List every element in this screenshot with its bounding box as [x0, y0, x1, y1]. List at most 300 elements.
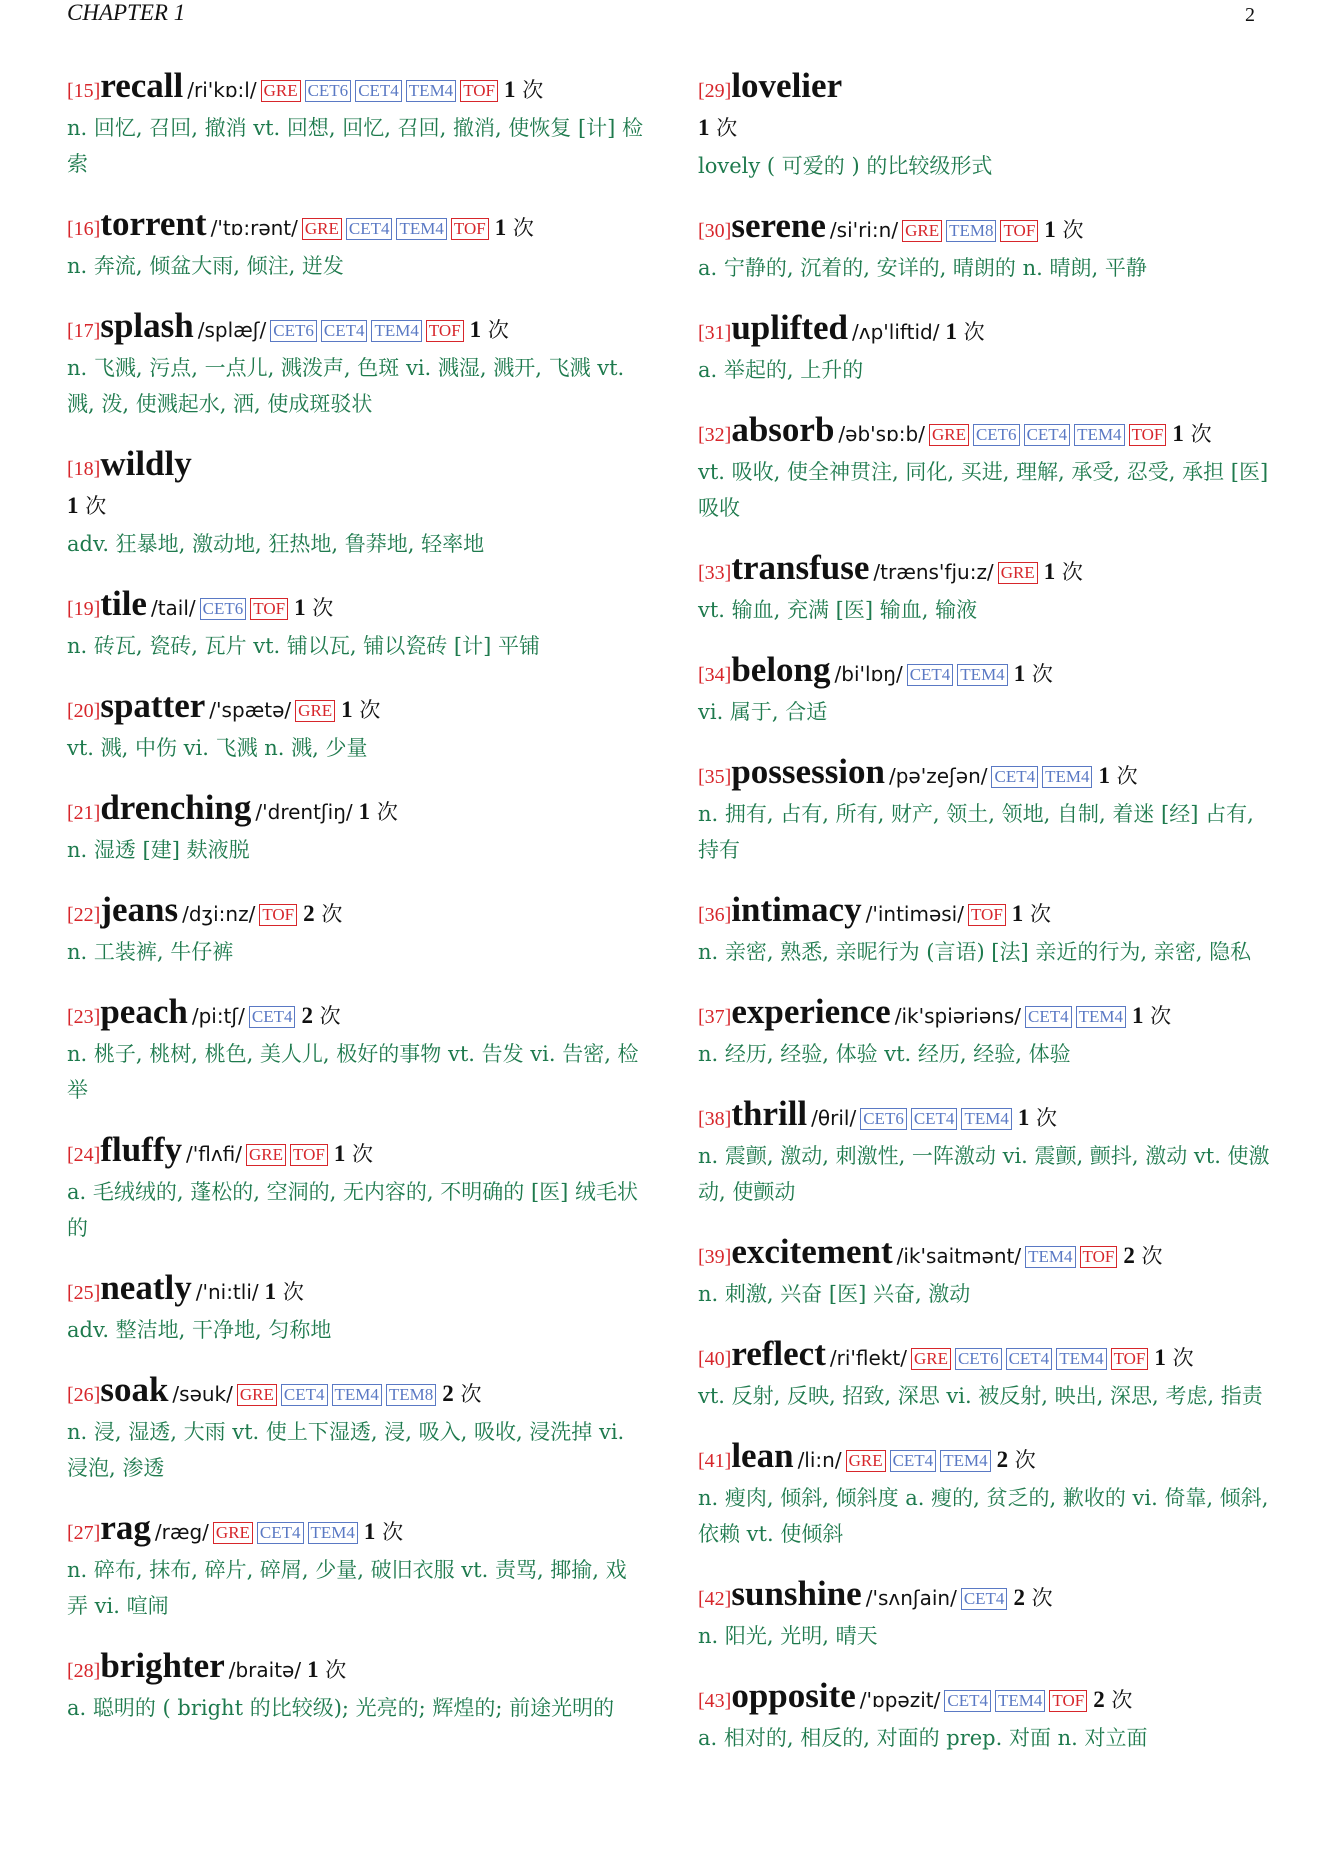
count-number: 1	[945, 319, 957, 344]
vocab-entry	[67, 1270, 647, 1348]
entry-number: [22]	[67, 904, 101, 926]
vocab-entry	[67, 308, 647, 422]
headword: belong	[731, 650, 831, 689]
entry-headline	[698, 652, 1278, 694]
entry-headline	[67, 688, 647, 730]
count-suffix: 次	[325, 1658, 347, 1682]
vocab-entry	[67, 1132, 647, 1246]
definition: n. 桃子, 桃树, 桃色, 美人儿, 极好的事物 vt. 告发 vi. 告密, 检举	[67, 1042, 639, 1102]
entry-number: [19]	[67, 598, 101, 620]
count-number: 1	[698, 115, 710, 140]
exam-tag: TEM4	[1042, 766, 1092, 788]
entry-headline	[698, 1576, 1278, 1618]
exam-tag: TEM4	[406, 80, 456, 102]
exam-tag: CET4	[890, 1450, 937, 1472]
definition: n. 阳光, 光明, 晴天	[698, 1624, 878, 1648]
entry-headline	[67, 994, 647, 1036]
definition: vt. 溅, 中伤 vi. 飞溅 n. 溅, 少量	[67, 736, 368, 760]
entry-headline	[698, 1096, 1278, 1138]
definition: a. 毛绒绒的, 蓬松的, 空洞的, 无内容的, 不明确的 [医] 绒毛状的	[67, 1180, 639, 1240]
definition: n. 碎布, 抹布, 碎片, 碎屑, 少量, 破旧衣服 vt. 责骂, 揶揄, 戏弄 vi. 喧闹	[67, 1558, 627, 1618]
count-number: 1	[1011, 901, 1024, 926]
count-number: 1	[469, 317, 482, 342]
vocab-entry	[67, 1510, 647, 1624]
exam-tag: TEM4	[961, 1108, 1011, 1130]
definition: n. 经历, 经验, 体验 vt. 经历, 经验, 体验	[698, 1042, 1071, 1066]
count-number: 1	[67, 493, 79, 518]
occurrence-count	[359, 800, 398, 824]
exam-tag: TOF	[1000, 220, 1038, 242]
entry-number: [23]	[67, 1006, 101, 1028]
exam-tag: CET4	[911, 1108, 958, 1130]
count-suffix: 次	[512, 216, 534, 240]
exam-tag: CET4	[961, 1588, 1008, 1610]
entry-headline	[698, 68, 1278, 110]
entry-number: [17]	[67, 320, 101, 342]
vocab-entry	[698, 208, 1278, 286]
entry-number: [15]	[67, 80, 101, 102]
occurrence-count	[698, 116, 737, 140]
vocab-entry	[698, 652, 1278, 730]
count-suffix: 次	[376, 800, 398, 824]
count-suffix: 次	[321, 902, 343, 926]
phonetic: /ik'saitmənt/	[896, 1244, 1022, 1268]
phonetic: /si'ri:n/	[829, 218, 899, 242]
vocab-entry	[698, 1438, 1278, 1552]
vocab-entry	[67, 206, 647, 284]
headword: neatly	[100, 1268, 192, 1307]
exam-tag: TOF	[1080, 1246, 1118, 1268]
headword: brighter	[100, 1646, 225, 1685]
exam-tag: CET4	[991, 766, 1038, 788]
entry-headline	[698, 1678, 1278, 1720]
count-suffix: 次	[487, 318, 509, 342]
definition: n. 湿透 [建] 麸液脱	[67, 838, 250, 862]
exam-tag: CET6	[270, 320, 317, 342]
headword: intimacy	[731, 890, 862, 929]
phonetic: /pə'zeʃən/	[889, 764, 988, 788]
headword: serene	[731, 206, 826, 245]
headword: wildly	[100, 444, 192, 483]
occurrence-count	[504, 78, 543, 102]
phonetic: /ræg/	[154, 1520, 209, 1544]
vocab-entry	[67, 994, 647, 1108]
occurrence-count	[470, 318, 509, 342]
definition: n. 刺激, 兴奋 [医] 兴奋, 激动	[698, 1282, 971, 1306]
headword: spatter	[100, 686, 206, 725]
definition: vt. 输血, 充满 [医] 输血, 输液	[698, 598, 978, 622]
headword: excitement	[731, 1232, 893, 1271]
headword: uplifted	[731, 308, 849, 347]
entry-number: [27]	[67, 1522, 101, 1544]
count-suffix: 次	[319, 1004, 341, 1028]
definition: n. 亲密, 熟悉, 亲昵行为 (言语) [法] 亲近的行为, 亲密, 隐私	[698, 940, 1252, 964]
vocab-entry	[67, 446, 647, 562]
count-number: 1	[1154, 1345, 1166, 1370]
count-number: 1	[494, 215, 507, 240]
phonetic: /splæʃ/	[197, 318, 267, 342]
entry-headline	[67, 1372, 647, 1414]
count-suffix: 次	[460, 1382, 482, 1406]
exam-tag: CET4	[257, 1522, 304, 1544]
entry-number: [42]	[698, 1588, 732, 1610]
entry-headline	[698, 892, 1278, 934]
exam-tag: CET6	[955, 1348, 1002, 1370]
occurrence-count	[1044, 560, 1083, 584]
definition: adv. 整洁地, 干净地, 匀称地	[67, 1318, 332, 1342]
entry-headline	[67, 68, 647, 110]
vocab-entry	[67, 1648, 647, 1726]
count-number: 1	[1044, 217, 1056, 242]
phonetic: /'drentʃiŋ/	[255, 800, 353, 824]
occurrence-count	[1093, 1688, 1132, 1712]
vocab-entry	[67, 586, 647, 664]
exam-tag: CET6	[305, 80, 352, 102]
occurrence-count	[1013, 1586, 1052, 1610]
headword: sunshine	[731, 1574, 862, 1613]
count-suffix: 次	[1172, 1346, 1194, 1370]
count-line	[698, 110, 1278, 148]
entry-headline	[67, 1510, 647, 1552]
count-suffix: 次	[382, 1520, 404, 1544]
exam-tag: TEM4	[1056, 1348, 1106, 1370]
vocab-entry	[698, 550, 1278, 628]
definition: a. 宁静的, 沉着的, 安详的, 晴朗的 n. 晴朗, 平静	[698, 256, 1147, 280]
entry-headline	[698, 208, 1278, 250]
headword: tile	[100, 584, 147, 623]
count-number: 1	[504, 77, 516, 102]
count-number: 1	[341, 697, 353, 722]
entry-headline	[698, 994, 1278, 1036]
entry-number: [39]	[698, 1246, 732, 1268]
phonetic: /li:n/	[797, 1448, 842, 1472]
exam-tag: GRE	[998, 562, 1038, 584]
occurrence-count	[341, 698, 380, 722]
headword: lean	[731, 1436, 794, 1475]
entry-number: [40]	[698, 1348, 732, 1370]
count-number: 1	[264, 1279, 277, 1304]
count-number: 2	[1093, 1687, 1105, 1712]
entry-number: [32]	[698, 424, 732, 446]
phonetic: /'flʌfi/	[185, 1142, 242, 1166]
count-number: 2	[1123, 1243, 1135, 1268]
phonetic: /'ni:tli/	[195, 1280, 259, 1304]
vocab-entry	[67, 1372, 647, 1486]
definition: vi. 属于, 合适	[698, 700, 828, 724]
definition: n. 拥有, 占有, 所有, 财产, 领土, 领地, 自制, 着迷 [经] 占有, 持有	[698, 802, 1254, 862]
occurrence-count	[442, 1382, 481, 1406]
exam-tag: TEM4	[1025, 1246, 1075, 1268]
exam-tag: CET4	[321, 320, 368, 342]
vocab-entry	[698, 310, 1278, 388]
exam-tag: TOF	[968, 904, 1006, 926]
definition: n. 工装裤, 牛仔裤	[67, 940, 234, 964]
entry-number: [25]	[67, 1282, 101, 1304]
phonetic: /'sʌnʃain/	[865, 1586, 957, 1610]
exam-tag: CET6	[973, 424, 1020, 446]
exam-tag: TEM4	[995, 1690, 1045, 1712]
headword: fluffy	[100, 1130, 182, 1169]
vocab-entry	[698, 412, 1278, 526]
count-suffix: 次	[1116, 764, 1138, 788]
count-suffix: 次	[963, 320, 985, 344]
count-number: 1	[294, 595, 306, 620]
entry-number: [43]	[698, 1690, 732, 1712]
entry-headline	[67, 1648, 647, 1690]
exam-tag: GRE	[261, 80, 301, 102]
vocab-entry	[698, 754, 1278, 868]
phonetic: /ik'spiəriəns/	[894, 1004, 1021, 1028]
exam-tag: CET6	[860, 1108, 907, 1130]
count-suffix: 次	[352, 1142, 373, 1166]
count-suffix: 次	[1029, 902, 1051, 926]
headword: jeans	[100, 890, 179, 929]
definition: vt. 吸收, 使全神贯注, 同化, 买进, 理解, 承受, 忍受, 承担 [医] 吸收	[698, 460, 1269, 520]
count-number: 2	[301, 1003, 313, 1028]
phonetic: /səuk/	[172, 1382, 233, 1406]
exam-tag: TEM8	[946, 220, 996, 242]
headword: absorb	[731, 410, 835, 449]
entry-headline	[698, 1336, 1278, 1378]
phonetic: /ri'kɒ:l/	[187, 78, 257, 102]
occurrence-count	[1172, 422, 1211, 446]
entry-number: [29]	[698, 80, 732, 102]
right-column	[698, 68, 1278, 1780]
exam-tag: TOF	[426, 320, 464, 342]
exam-tag: GRE	[295, 700, 335, 722]
entry-number: [31]	[698, 322, 732, 344]
count-suffix: 次	[1062, 218, 1084, 242]
definition: n. 回忆, 召回, 撤消 vt. 回想, 回忆, 召回, 撤消, 使恢复 [计] 检索	[67, 116, 644, 176]
count-suffix: 次	[359, 698, 381, 722]
headword: rag	[100, 1508, 151, 1547]
entry-number: [26]	[67, 1384, 101, 1406]
definition: a. 举起的, 上升的	[698, 358, 864, 382]
entry-number: [30]	[698, 220, 732, 242]
exam-tag: TOF	[1111, 1348, 1149, 1370]
occurrence-count	[997, 1448, 1036, 1472]
entry-number: [41]	[698, 1450, 732, 1472]
occurrence-count	[945, 320, 984, 344]
occurrence-count	[307, 1658, 346, 1682]
count-suffix: 次	[85, 494, 107, 518]
count-number: 1	[363, 1519, 376, 1544]
occurrence-count	[1018, 1106, 1057, 1130]
phonetic: /'intiməsi/	[865, 902, 964, 926]
vocab-entry	[698, 1336, 1278, 1414]
occurrence-count	[294, 596, 333, 620]
entry-headline	[698, 1234, 1278, 1276]
exam-tag: CET4	[355, 80, 402, 102]
count-number: 2	[303, 901, 315, 926]
entry-number: [21]	[67, 802, 101, 824]
chapter-title: CHAPTER 1	[67, 0, 186, 25]
page-number: 2	[1245, 4, 1255, 26]
headword: recall	[100, 66, 184, 105]
entry-number: [20]	[67, 700, 101, 722]
phonetic: /braitə/	[228, 1658, 302, 1682]
occurrence-count	[495, 216, 534, 240]
count-suffix: 次	[1150, 1004, 1172, 1028]
count-line	[67, 488, 647, 526]
entry-headline	[698, 412, 1278, 454]
phonetic: /bi'lɒŋ/	[834, 662, 903, 686]
count-number: 1	[1013, 661, 1026, 686]
count-suffix: 次	[1031, 662, 1053, 686]
exam-tag: TOF	[460, 80, 498, 102]
entry-headline	[67, 206, 647, 248]
exam-tag: CET4	[1006, 1348, 1053, 1370]
phonetic: /ʌp'liftid/	[852, 320, 940, 344]
phonetic: /tail/	[150, 596, 196, 620]
count-suffix: 次	[1061, 560, 1083, 584]
entry-headline	[67, 790, 647, 832]
phonetic: /pi:tʃ/	[191, 1004, 245, 1028]
phonetic: /'ɒpəzit/	[859, 1688, 941, 1712]
count-suffix: 次	[1036, 1106, 1058, 1130]
headword: transfuse	[731, 548, 870, 587]
exam-tag: GRE	[237, 1384, 277, 1406]
definition: n. 砖瓦, 瓷砖, 瓦片 vt. 铺以瓦, 铺以瓷砖 [计] 平铺	[67, 634, 540, 658]
exam-tag: TOF	[1129, 424, 1167, 446]
vocab-entry	[698, 994, 1278, 1072]
exam-tag: TOF	[451, 218, 489, 240]
definition: vt. 反射, 反映, 招致, 深思 vi. 被反射, 映出, 深思, 考虑, 指责	[698, 1384, 1263, 1408]
definition: n. 瘦肉, 倾斜, 倾斜度 a. 瘦的, 贫乏的, 歉收的 vi. 倚靠, 倾斜, 依赖 vt. 使倾斜	[698, 1486, 1269, 1546]
entry-number: [16]	[67, 218, 101, 240]
occurrence-count	[1098, 764, 1137, 788]
phonetic: /əb'sɒ:b/	[838, 422, 925, 446]
headword: splash	[100, 306, 194, 345]
phonetic: /θril/	[811, 1106, 857, 1130]
exam-tag: CET6	[200, 598, 247, 620]
entry-headline	[67, 586, 647, 628]
count-number: 2	[442, 1381, 454, 1406]
occurrence-count	[364, 1520, 403, 1544]
exam-tag: GRE	[246, 1144, 286, 1166]
occurrence-count	[1123, 1244, 1162, 1268]
exam-tag: CET4	[944, 1690, 991, 1712]
headword: thrill	[731, 1094, 808, 1133]
entry-number: [35]	[698, 766, 732, 788]
exam-tag: TOF	[250, 598, 288, 620]
exam-tag: TEM4	[1076, 1006, 1126, 1028]
exam-tag: CET4	[346, 218, 393, 240]
count-suffix: 次	[1141, 1244, 1163, 1268]
exam-tag: CET4	[907, 664, 954, 686]
headword: peach	[100, 992, 188, 1031]
headword: opposite	[731, 1676, 856, 1715]
entry-number: [36]	[698, 904, 732, 926]
definition: n. 奔流, 倾盆大雨, 倾注, 迸发	[67, 254, 344, 278]
occurrence-count	[1012, 902, 1051, 926]
occurrence-count	[265, 1280, 304, 1304]
definition: a. 聪明的 ( bright 的比较级); 光亮的; 辉煌的; 前途光明的	[67, 1696, 615, 1720]
exam-tag: TEM4	[940, 1450, 990, 1472]
definition: adv. 狂暴地, 激动地, 狂热地, 鲁莽地, 轻率地	[67, 532, 485, 556]
entry-headline	[67, 1270, 647, 1312]
phonetic: /'tɒ:rənt/	[210, 216, 298, 240]
entry-headline	[698, 550, 1278, 592]
exam-tag: CET4	[1024, 424, 1071, 446]
exam-tag: GRE	[302, 218, 342, 240]
occurrence-count	[301, 1004, 340, 1028]
exam-tag: TEM4	[371, 320, 421, 342]
exam-tag: TEM4	[396, 218, 446, 240]
definition: lovely ( 可爱的 ) 的比较级形式	[698, 154, 993, 178]
count-number: 2	[1013, 1585, 1025, 1610]
occurrence-count	[1132, 1004, 1171, 1028]
left-column	[67, 68, 647, 1750]
exam-tag: TEM4	[308, 1522, 358, 1544]
exam-tag: CET4	[249, 1006, 296, 1028]
entry-number: [37]	[698, 1006, 732, 1028]
count-suffix: 次	[1031, 1586, 1053, 1610]
exam-tag: GRE	[929, 424, 969, 446]
entry-headline	[67, 1132, 647, 1174]
count-number: 2	[996, 1447, 1009, 1472]
vocab-entry	[67, 790, 647, 868]
exam-tag: TOF	[259, 904, 297, 926]
entry-number: [24]	[67, 1144, 101, 1166]
count-number: 1	[358, 799, 371, 824]
count-number: 1	[1043, 559, 1056, 584]
vocab-entry	[698, 1678, 1278, 1756]
entry-number: [34]	[698, 664, 732, 686]
occurrence-count	[1014, 662, 1053, 686]
occurrence-count	[67, 494, 106, 518]
entry-number: [18]	[67, 458, 101, 480]
vocab-entry	[67, 688, 647, 766]
count-number: 1	[307, 1657, 319, 1682]
exam-tag: TOF	[1049, 1690, 1087, 1712]
headword: reflect	[731, 1334, 826, 1373]
count-suffix: 次	[312, 596, 334, 620]
headword: lovelier	[731, 66, 843, 105]
entry-headline	[698, 754, 1278, 796]
entry-headline	[698, 310, 1278, 352]
definition: n. 震颤, 激动, 刺激性, 一阵激动 vi. 震颤, 颤抖, 激动 vt. 使激动, 使颤动	[698, 1144, 1270, 1204]
headword: torrent	[100, 204, 207, 243]
occurrence-count	[334, 1142, 373, 1166]
entry-number: [33]	[698, 562, 732, 584]
exam-tag: TEM4	[957, 664, 1007, 686]
entry-number: [38]	[698, 1108, 732, 1130]
phonetic: /træns'fju:z/	[873, 560, 994, 584]
headword: soak	[100, 1370, 169, 1409]
count-suffix: 次	[1014, 1448, 1036, 1472]
occurrence-count	[303, 902, 342, 926]
exam-tag: TEM4	[332, 1384, 382, 1406]
vocab-entry	[698, 68, 1278, 184]
vocab-entry	[67, 68, 647, 182]
count-number: 1	[1172, 421, 1184, 446]
headword: drenching	[100, 788, 252, 827]
exam-tag: GRE	[846, 1450, 886, 1472]
exam-tag: TEM4	[1074, 424, 1124, 446]
count-suffix: 次	[1111, 1688, 1133, 1712]
occurrence-count	[1044, 218, 1083, 242]
count-number: 1	[1131, 1003, 1144, 1028]
count-number: 1	[1017, 1105, 1030, 1130]
count-number: 1	[333, 1141, 346, 1166]
exam-tag: CET4	[281, 1384, 328, 1406]
vocab-entry	[698, 1096, 1278, 1210]
entry-headline	[698, 1438, 1278, 1480]
definition: n. 浸, 湿透, 大雨 vt. 使上下湿透, 浸, 吸入, 吸收, 浸洗掉 vi. 浸泡, 渗透	[67, 1420, 625, 1480]
definition: a. 相对的, 相反的, 对面的 prep. 对面 n. 对立面	[698, 1726, 1148, 1750]
exam-tag: TEM8	[386, 1384, 436, 1406]
